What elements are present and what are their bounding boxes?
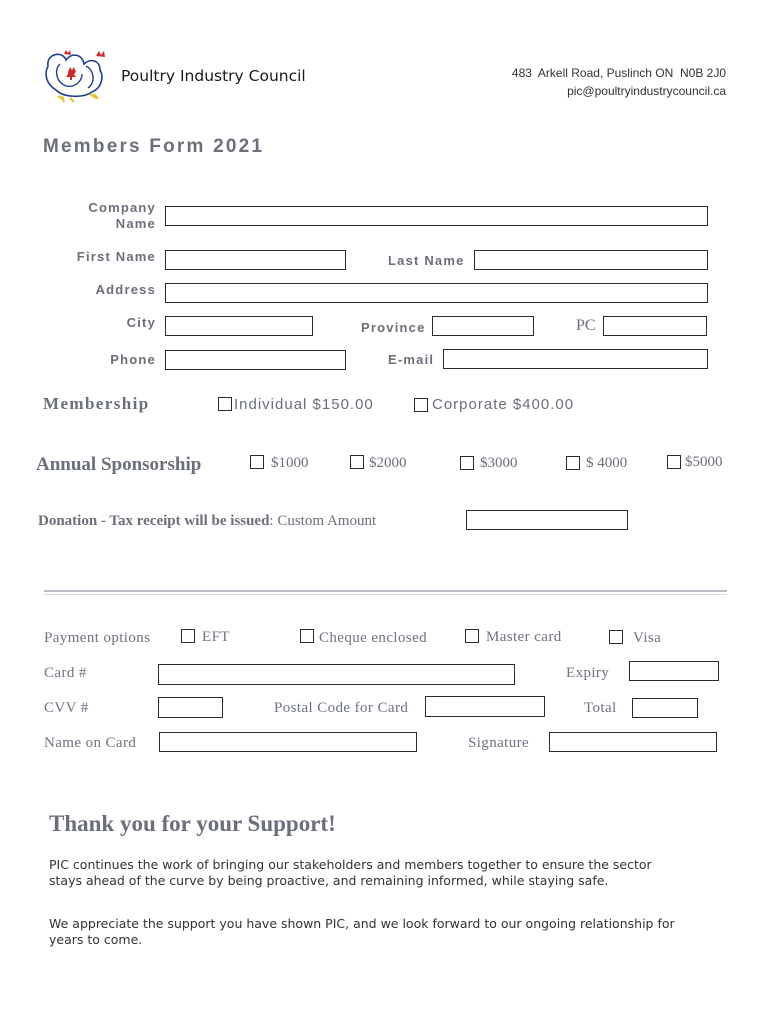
signature-label: Signature <box>468 735 530 751</box>
page-title: Members Form 2021 <box>43 136 265 157</box>
section-divider <box>44 590 727 592</box>
donation-label <box>38 513 376 530</box>
sponsorship-1000-label: $1000 <box>271 455 309 471</box>
city-label: City <box>126 315 156 330</box>
sponsorship-2000-label: $2000 <box>369 455 407 471</box>
company-name-field[interactable] <box>165 206 708 226</box>
thank-you-paragraph-1: PIC continues the work of bringing our stakeholders and members together to ensure the sector stays ahead of the curve by being proactive, and remaining informed, while staying safe. <box>49 857 652 888</box>
org-email: pic@poultryindustrycouncil.ca <box>567 84 726 98</box>
signature-field[interactable] <box>549 732 717 752</box>
card-number-field[interactable] <box>158 664 515 685</box>
postal-code-card-label: Postal Code for Card <box>274 700 409 716</box>
payment-mastercard-checkbox[interactable] <box>465 629 479 643</box>
card-number-label: Card # <box>44 665 87 681</box>
first-name-label: First Name <box>76 249 156 264</box>
email-label: E-mail <box>388 352 435 367</box>
sponsorship-3000-label: $3000 <box>480 455 518 471</box>
total-field[interactable] <box>632 698 698 718</box>
company-label-line2: Name <box>115 216 156 231</box>
first-name-field[interactable] <box>165 250 346 270</box>
company-label-line1: Company <box>88 200 156 215</box>
name-on-card-field[interactable] <box>159 732 417 752</box>
payment-visa-checkbox[interactable] <box>609 630 623 644</box>
postal-code-card-field[interactable] <box>425 696 545 717</box>
section-divider-secondary <box>44 594 727 595</box>
payment-eft-checkbox[interactable] <box>181 629 195 643</box>
name-on-card-label: Name on Card <box>44 735 137 751</box>
expiry-field[interactable] <box>629 661 719 681</box>
org-address: 483 Arkell Road, Puslinch ON N0B 2J0 <box>511 66 726 80</box>
sponsorship-label: Annual Sponsorship <box>36 454 202 475</box>
address-label: Address <box>95 282 156 297</box>
poultry-logo-icon <box>40 46 112 104</box>
payment-cheque-label: Cheque enclosed <box>319 630 428 646</box>
thank-you-heading: Thank you for your Support! <box>49 811 336 836</box>
expiry-label: Expiry <box>566 665 610 681</box>
membership-individual-label: Individual $150.00 <box>234 396 374 413</box>
phone-label: Phone <box>110 352 156 367</box>
cvv-label: CVV # <box>44 700 89 716</box>
sponsorship-5000-checkbox[interactable] <box>667 455 681 469</box>
email-field[interactable] <box>443 349 708 369</box>
company-name-label <box>60 200 156 232</box>
phone-field[interactable] <box>165 350 346 370</box>
last-name-label: Last Name <box>388 253 465 268</box>
payment-options-label: Payment options <box>44 630 151 646</box>
org-name: Poultry Industry Council <box>121 67 306 85</box>
logo <box>40 46 112 104</box>
province-field[interactable] <box>432 316 534 336</box>
sponsorship-4000-label: $ 4000 <box>586 455 628 471</box>
address-field[interactable] <box>165 283 708 303</box>
total-label: Total <box>584 700 617 716</box>
donation-label-rest: : Custom Amount <box>269 513 377 529</box>
membership-label: Membership <box>43 394 150 413</box>
province-label: Province <box>361 320 426 335</box>
city-field[interactable] <box>165 316 313 336</box>
last-name-field[interactable] <box>474 250 708 270</box>
sponsorship-4000-checkbox[interactable] <box>566 456 580 470</box>
payment-mastercard-label: Master card <box>486 629 562 645</box>
membership-corporate-checkbox[interactable] <box>414 398 428 412</box>
donation-label-bold: Donation - Tax receipt will be issued <box>38 513 270 529</box>
thank-you-paragraph-2: We appreciate the support you have shown PIC, and we look forward to our ongoing relationship for years to come. <box>49 916 675 947</box>
sponsorship-5000-label: $5000 <box>685 454 723 470</box>
pc-label: PC <box>576 317 596 334</box>
payment-cheque-checkbox[interactable] <box>300 629 314 643</box>
cvv-field[interactable] <box>158 697 223 718</box>
sponsorship-1000-checkbox[interactable] <box>250 455 264 469</box>
membership-individual-checkbox[interactable] <box>218 397 232 411</box>
payment-eft-label: EFT <box>202 629 230 645</box>
payment-visa-label: Visa <box>633 630 662 646</box>
postal-code-field[interactable] <box>603 316 707 336</box>
sponsorship-3000-checkbox[interactable] <box>460 456 474 470</box>
membership-corporate-label: Corporate $400.00 <box>432 396 575 413</box>
donation-amount-field[interactable] <box>466 510 628 530</box>
sponsorship-2000-checkbox[interactable] <box>350 455 364 469</box>
